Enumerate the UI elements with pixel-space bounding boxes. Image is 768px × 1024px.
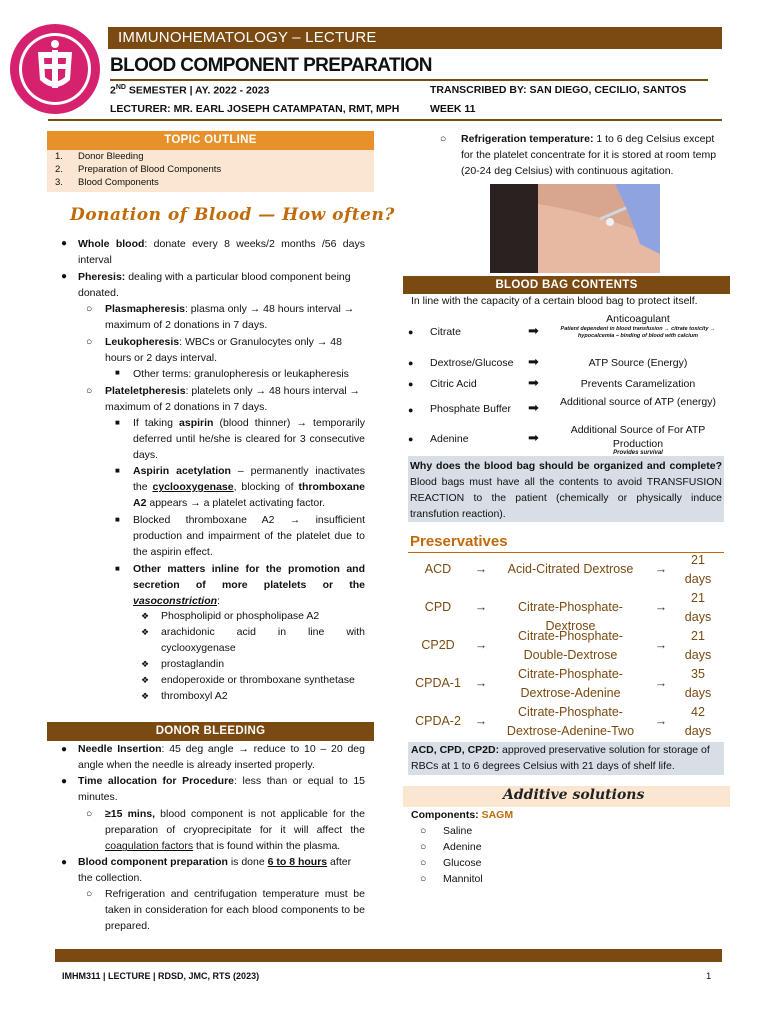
topic-outline-list: 1. Donor Bleeding 2. Preparation of Blood Components 3. Blood Components [47, 150, 374, 192]
why-organized-box: Why does the blood bag should be organized and complete? Blood bags must have all the contents to avoid TRANSFUSION REACTION to the patient (chemically or physically induce transfution reaction). [408, 456, 724, 522]
footer-bar [55, 949, 722, 962]
bullet: ● [61, 271, 68, 282]
preservative-row: ACD → Acid-Citrated Dextrose → 21 days [424, 553, 712, 586]
course-banner: IMMUNOHEMATOLOGY – LECTURE [108, 27, 722, 49]
approved-preservative-note: ACD, CPD, CP2D: approved preservative solution for storage of RBCs at 1 to 6 degrees Celsius with 21 days of shelf life. [408, 742, 724, 775]
donor-bleeding-heading: DONOR BLEEDING [47, 722, 374, 741]
additive-solutions-heading: Additive solutions [403, 786, 730, 807]
document-title: BLOOD COMPONENT PREPARATION [110, 55, 432, 76]
university-seal-logo [8, 22, 102, 116]
leuko-other-terms: Other terms: granulopheresis or leukapheresis [133, 368, 349, 380]
preservative-row: CPD → Citrate-Phosphate-Dextrose → 21 days [424, 591, 712, 633]
header-divider [48, 119, 722, 121]
bag-row-citrate: ● Citrate ➡ Anticoagulant Patient dependent in blood transfusion → citrate toxicity → hypocalcemia – binding of blood with calcium [408, 313, 716, 339]
other-matters-item: Other matters inline for the promotion and secretion of more platelets or the vasoconstriction: [133, 563, 365, 608]
component-prep-item: Blood component preparation is done 6 to 8 hours after the collection. [78, 856, 352, 885]
topic-item: Preparation of Blood Components [78, 164, 222, 175]
blood-bag-heading: BLOOD BAG CONTENTS [403, 276, 730, 294]
sub-item: prostaglandin [161, 658, 225, 670]
bag-row-phosphate: ● Phosphate Buffer ➡ Additional source of ATP (energy) [408, 396, 717, 415]
topic-outline-heading: TOPIC OUTLINE [47, 131, 374, 150]
semester-line: 2ND SEMESTER | AY. 2022 - 2023 [110, 84, 270, 97]
transcribed-by: TRANSCRIBED BY: SAN DIEGO, CECILIO, SANTOS [430, 84, 687, 96]
preservative-row: CP2D → Citrate-Phosphate-Double-Dextrose → 21 days [421, 629, 712, 662]
page-number: 1 [706, 971, 712, 982]
refrigeration-temperature-item: Refrigeration temperature: 1 to 6 deg Celsius except for the platelet concentrate for it is stored at room temp (20-24 deg Celsius) with continuous agitation. [461, 133, 717, 178]
pheresis-item: Pheresis: dealing with a particular blood component being donated. [78, 271, 351, 300]
bag-row-citric-acid: ● Citric Acid ➡ Prevents Caramelization [408, 375, 696, 390]
plateletpheresis-item: Plateletpheresis: platelets only → 48 hours interval → maximum of 2 donations in 7 days. [105, 385, 361, 414]
sub-item: arachidonic acid in line with cyclooxygenase [161, 626, 365, 655]
preservative-row: CPDA-1 → Citrate-Phosphate-Dextrose-Adenine → 35 days [415, 667, 712, 700]
donation-heading: Donation of Blood — How often? [70, 205, 395, 225]
topic-item: Blood Components [78, 177, 159, 188]
bag-row-dextrose: ● Dextrose/Glucose ➡ ATP Source (Energy) [408, 354, 688, 369]
plasmapheresis-item: Plasmapheresis: plasma only → 48 hours interval → maximum of 2 donations in 7 days. [105, 303, 355, 332]
blood-draw-photo [490, 184, 660, 273]
bag-row-adenine: ● Adenine ➡ Additional Source of For ATP Production Provides survival [408, 424, 706, 456]
topic-item: Donor Bleeding [78, 151, 144, 162]
bullet: ● [61, 238, 68, 249]
sub-item: endoperoxide or thromboxane synthetase [161, 674, 355, 686]
sub-item: Phospholipid or phospholipase A2 [161, 610, 320, 622]
leukopheresis-item: Leukopheresis: WBCs or Granulocytes only → 48 hours or 2 days interval. [105, 336, 342, 365]
refrig-centrifuge-item: Refrigeration and centrifugation temperature must be taken in consideration for each blood components to be prepared. [105, 888, 365, 933]
preservatives-heading: Preservatives [410, 533, 508, 550]
whole-blood-item: Whole blood: donate every 8 weeks/2 months /56 days interval [78, 238, 365, 267]
week-label: WEEK 11 [430, 103, 476, 115]
needle-insertion-item: Needle Insertion: 45 deg angle → reduce to 10 – 20 deg angle when the needle is already inserted properly. [78, 743, 365, 772]
lecturer-line: LECTURER: MR. EARL JOSEPH CATAMPATAN, RMT, MPH [110, 103, 400, 115]
aspirin-item: If taking aspirin (blood thinner) → temporarily deferred until he/she is cleared for 3 consecutive days. [133, 417, 365, 462]
time-allocation-item: Time allocation for Procedure: less than or equal to 15 minutes. [78, 775, 365, 804]
components-label: Components: SAGM [411, 809, 514, 821]
blocked-thromboxane-item: Blocked thromboxane A2 → insufficient production and impairment of the platelet due to the aspirin effect. [133, 514, 365, 559]
blood-bag-intro: In line with the capacity of a certain blood bag to protect itself. [411, 295, 698, 307]
footer-text: IMHM311 | LECTURE | RDSD, JMC, RTS (2023) [62, 971, 260, 981]
preservative-row: CPDA-2 → Citrate-Phosphate-Dextrose-Adenine-Two → 42 days [415, 705, 712, 738]
fifteen-mins-item: ≥15 mins, blood component is not applicable for the preparation of cryoprecipitate for it will affect the coagulation factors that is found within the plasma. [105, 808, 365, 853]
aspirin-acetylation-item: Aspirin acetylation – permanently inactivates the cyclooxygenase, blocking of thromboxane A2 appears → a platelet activating factor. [133, 465, 365, 510]
sub-item: thromboxyl A2 [161, 690, 228, 702]
title-underline [110, 79, 708, 81]
